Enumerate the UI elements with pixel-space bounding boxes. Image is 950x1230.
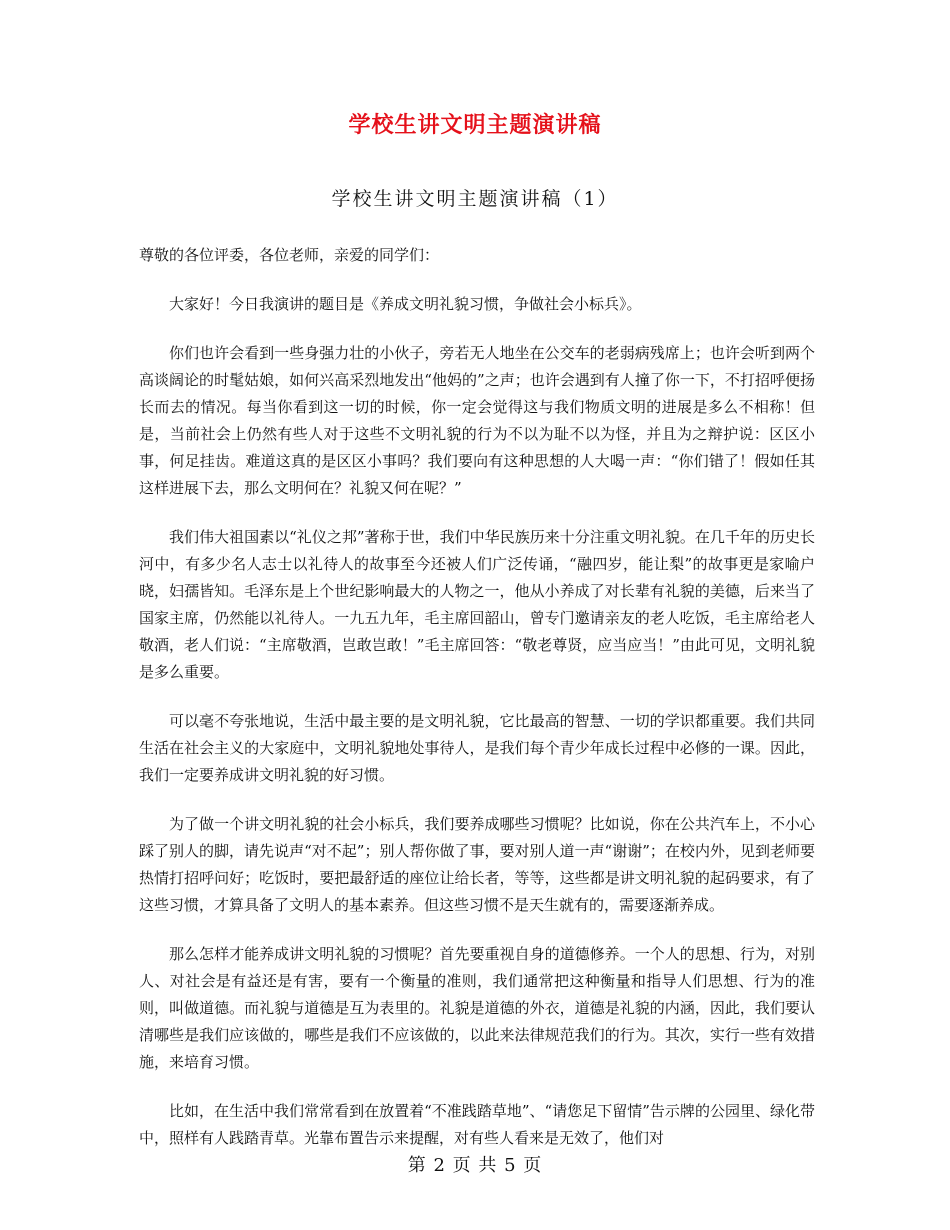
paragraph: 比如，在生活中我们常常看到在放置着“不准践踏草地”、“请您足下留情”告示牌的公园里、绿化带中，照样有人践踏青草。光靠布置告示来提醒，对有些人看来是无效了，他们对	[139, 1102, 815, 1147]
paragraph: 你们也许会看到一些身强力壮的小伙子，旁若无人地坐在公交车的老弱病残席上；也许会听到两个高谈阔论的时髦姑娘，如何兴高采烈地发出“他妈的”之声；也许会遇到有人撞了你一下，不打招呼便扬长而去的情况。每当你看到这一切的时候，你一定会觉得这与我们物质文明的进展是多么不相称！但是，当前社会上仍然有些人对于这些不文明礼貌的行为不以为耻不以为怪，并且为之辩护说：区区小事，何足挂齿。难道这真的是区区小事吗？我们要向有这种思想的人大喝一声：“你们错了！假如任其这样进展下去，那么文明何在？礼貌又何在呢？”	[139, 344, 815, 497]
salutation: 尊敬的各位评委，各位老师，亲爱的同学们：	[139, 246, 440, 264]
body-text	[139, 242, 815, 1174]
paragraph: 为了做一个讲文明礼貌的社会小标兵，我们要养成哪些习惯呢？比如说，你在公共汽车上，不小心踩了别人的脚，请先说声“对不起”；别人帮你做了事，要对别人道一声“谢谢”；在校内外，见到老师要热情打招呼问好；吃饭时，要把最舒适的座位让给长者，等等，这些都是讲文明礼貌的起码要求，有了这些习惯，才算具备了文明人的基本素养。但这些习惯不是天生就有的，需要逐渐养成。	[139, 815, 815, 914]
paragraph: 可以毫不夸张地说，生活中最主要的是文明礼貌，它比最高的智慧、一切的学识都重要。我们共同生活在社会主义的大家庭中，文明礼貌地处事待人，是我们每个青少年成长过程中必修的一课。因此，我们一定要养成讲文明礼貌的好习惯。	[139, 712, 815, 784]
paragraph: 我们伟大祖国素以“礼仪之邦”著称于世，我们中华民族历来十分注重文明礼貌。在几千年的历史长河中，有多少名人志士以礼待人的故事至今还被人们广泛传诵，“融四岁，能让梨”的故事更是家喻户晓，妇孺皆知。毛泽东是上个世纪影响最大的人物之一，他从小养成了对长辈有礼貌的美德，后来当了国家主席，仍然能以礼待人。一九五九年，毛主席回韶山，曾专门邀请亲友的老人吃饭，毛主席给老人敬酒，老人们说：“主席敬酒，岂敢岂敢！”毛主席回答：“敬老尊贤，应当应当！”由此可见，文明礼貌是多么重要。	[139, 528, 815, 681]
paragraph: 那么怎样才能养成讲文明礼貌的习惯呢？首先要重视自身的道德修养。一个人的思想、行为，对别人、对社会是有益还是有害，要有一个衡量的准则，我们通常把这种衡量和指导人们思想、行为的准则，叫做道德。而礼貌与道德是互为表里的。礼貌是道德的外衣，道德是礼貌的内涵，因此，我们要认清哪些是我们应该做的，哪些是我们不应该做的，以此来法律规范我们的行为。其次，实行一些有效措施，来培育习惯。	[139, 945, 815, 1071]
main-title: 学校生讲文明主题演讲稿	[348, 112, 602, 138]
sub-title: 学校生讲文明主题演讲稿（1）	[331, 188, 619, 210]
page-footer: 第 2 页 共 5 页	[407, 1155, 543, 1176]
paragraph: 大家好！今日我演讲的题目是《养成文明礼貌习惯，争做社会小标兵》。	[169, 295, 642, 313]
